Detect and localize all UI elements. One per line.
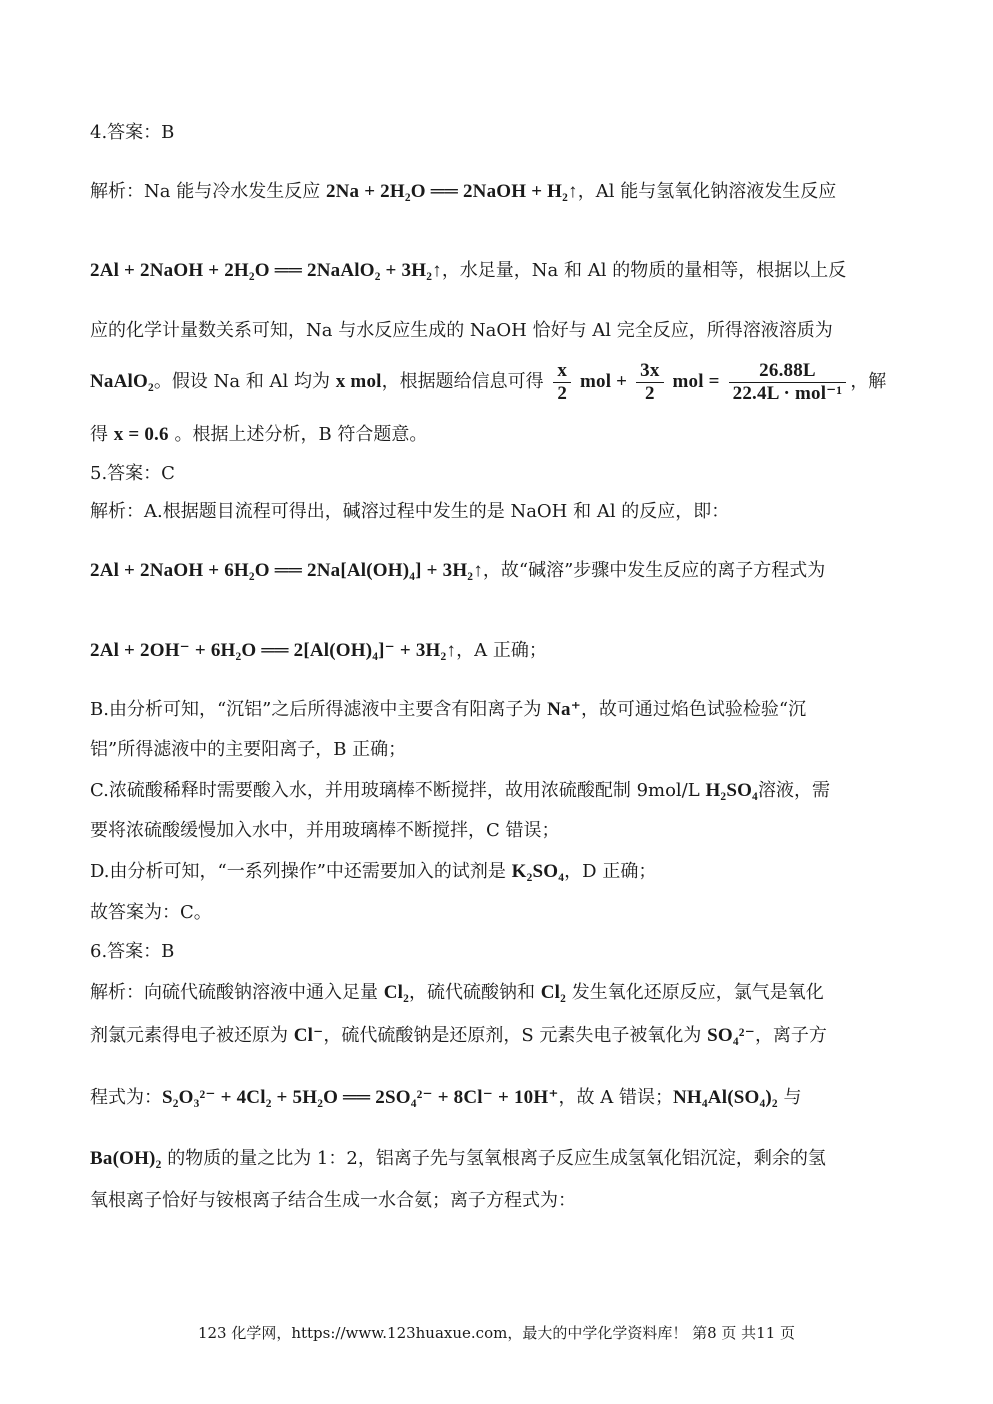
formula-cl2: Cl₂ <box>540 982 567 1003</box>
q5-option-a-line-3: 2Al + 2OH⁻ + 6H₂O ══ 2[Al(OH)₄]⁻ + 3H₂↑，A 正确； <box>90 640 547 661</box>
q5-option-a-line-2: 2Al + 2NaOH + 6H₂O ══ 2Na[Al(OH)₄] + 3H₂↑，故“碱溶”步骤中发生反应的离子方程式为 <box>90 560 826 581</box>
q4-answer: 4.答案：B <box>90 122 175 143</box>
equation-na-water: 2Na + 2H₂O ══ 2NaOH + H₂↑ <box>325 181 578 202</box>
q4-analysis-line-2: 2Al + 2NaOH + 2H₂O ══ 2NaAlO₂ + 3H₂↑，水足量，Na 和 Al 的物质的量相等，根据以上反 <box>90 260 847 281</box>
q6-analysis-line-5: 氧根离子恰好与铵根离子结合生成一水合氨；离子方程式为： <box>90 1190 576 1211</box>
ion-na-plus: Na⁺ <box>547 699 581 720</box>
q5-option-c-line-1: C.浓硫酸稀释时需要酸入水，并用玻璃棒不断搅拌，故用浓硫酸配制 9mol/L H₂SO₄溶液，需 <box>90 780 830 801</box>
q5-option-a-line-1: 解析：A.根据题目流程可得出，碱溶过程中发生的是 NaOH 和 Al 的反应，即： <box>90 501 730 522</box>
q6-analysis-line-2: 剂氯元素得电子被还原为 Cl⁻，硫代硫酸钠是还原剂，S 元素失电子被氧化为 SO₄²⁻，离子方 <box>90 1025 827 1046</box>
page-footer: 123 化学网，https://www.123huaxue.com，最大的中学化学资料库！ 第8 页 共11 页 <box>197 1324 796 1342</box>
q5-answer: 5.答案：C <box>90 463 175 484</box>
formula-h2so4: H₂SO₄ <box>705 780 758 801</box>
ion-sulfate: SO₄²⁻ <box>707 1025 755 1046</box>
result-x-value: x = 0.6 <box>113 424 169 445</box>
q6-analysis-line-3: 程式为：S₂O₃²⁻ + 4Cl₂ + 5H₂O ══ 2SO₄²⁻ + 8Cl⁻ + 10H⁺，故 A 错误；NH₄Al(SO₄)₂ 与 <box>90 1087 802 1108</box>
formula-naalo2: NaAlO₂ <box>90 371 154 392</box>
q5-option-d-line: D.由分析可知，“一系列操作”中还需要加入的试剂是 K₂SO₄，D 正确； <box>90 861 657 882</box>
q5-option-b-line-2: 铝”所得滤液中的主要阳离子，B 正确； <box>90 739 407 760</box>
fraction-x-over-2: $\frac{x}{2}$ <box>553 360 571 405</box>
equation-al-naoh-tetrahydroxo: 2Al + 2NaOH + 6H₂O ══ 2Na[Al(OH)₄] + 3H₂↑ <box>90 560 483 581</box>
q5-conclusion: 故答案为：C。 <box>90 902 212 923</box>
equation-thiosulfate-chlorine: S₂O₃²⁻ + 4Cl₂ + 5H₂O ══ 2SO₄²⁻ + 8Cl⁻ + 10H⁺ <box>162 1087 559 1108</box>
ion-chloride: Cl⁻ <box>293 1025 324 1046</box>
q4-analysis-line-4: NaAlO₂。假设 Na 和 Al 均为 x mol，根据题给信息可得 $\frac{x}{2}$ mol + $\frac{3x}{2}$ mol = $\frac{26.88L}{\text{22.4L · mol⁻¹}}$ ，解 <box>90 359 887 404</box>
q5-option-c-line-2: 要将浓硫酸缓慢加入水中，并用玻璃棒不断搅拌，C 错误； <box>90 820 560 841</box>
formula-cl2: Cl₂ <box>383 982 410 1003</box>
equation-ionic-al-oh: 2Al + 2OH⁻ + 6H₂O ══ 2[Al(OH)₄]⁻ + 3H₂↑ <box>90 640 457 661</box>
q6-answer: 6.答案：B <box>90 941 175 962</box>
q4-analysis-line-1: 解析：Na 能与冷水发生反应 2Na + 2H₂O ══ 2NaOH + H₂↑，Al 能与氢氧化钠溶液发生反应 <box>90 181 837 202</box>
formula-k2so4: K₂SO₄ <box>511 861 565 882</box>
q6-analysis-line-1: 解析：向硫代硫酸钠溶液中通入足量 Cl₂，硫代硫酸钠和 Cl₂ 发生氧化还原反应，氯气是氧化 <box>90 982 824 1003</box>
q5-option-b-line-1: B.由分析可知，“沉铝”之后所得滤液中主要含有阳离子为 Na⁺，故可通过焰色试验检验“沉 <box>90 699 807 720</box>
variable-x-mol: x mol <box>335 371 382 392</box>
q4-analysis-line-3: 应的化学计量数关系可知，Na 与水反应生成的 NaOH 恰好与 Al 完全反应，所得溶液溶质为 <box>90 320 833 341</box>
q6-analysis-line-4: Ba(OH)₂ 的物质的量之比为 1：2，铝离子先与氢氧根离子反应生成氢氧化铝沉淀，剩余的氢 <box>90 1148 826 1169</box>
formula-ba-oh-2: Ba(OH)₂ <box>90 1148 162 1169</box>
q4-analysis-line-5: 得 x = 0.6 。根据上述分析，B 符合题意。 <box>90 424 428 445</box>
fraction-3x-over-2: $\frac{3x}{2}$ <box>636 360 663 405</box>
formula-nh4al-so4-2: NH₄Al(SO₄)₂ <box>673 1087 778 1108</box>
fraction-volume-ratio: $\frac{26.88L}{\text{22.4L · mol⁻¹}}$ <box>729 360 847 405</box>
equation-al-naoh: 2Al + 2NaOH + 2H₂O ══ 2NaAlO₂ + 3H₂↑ <box>90 260 442 281</box>
